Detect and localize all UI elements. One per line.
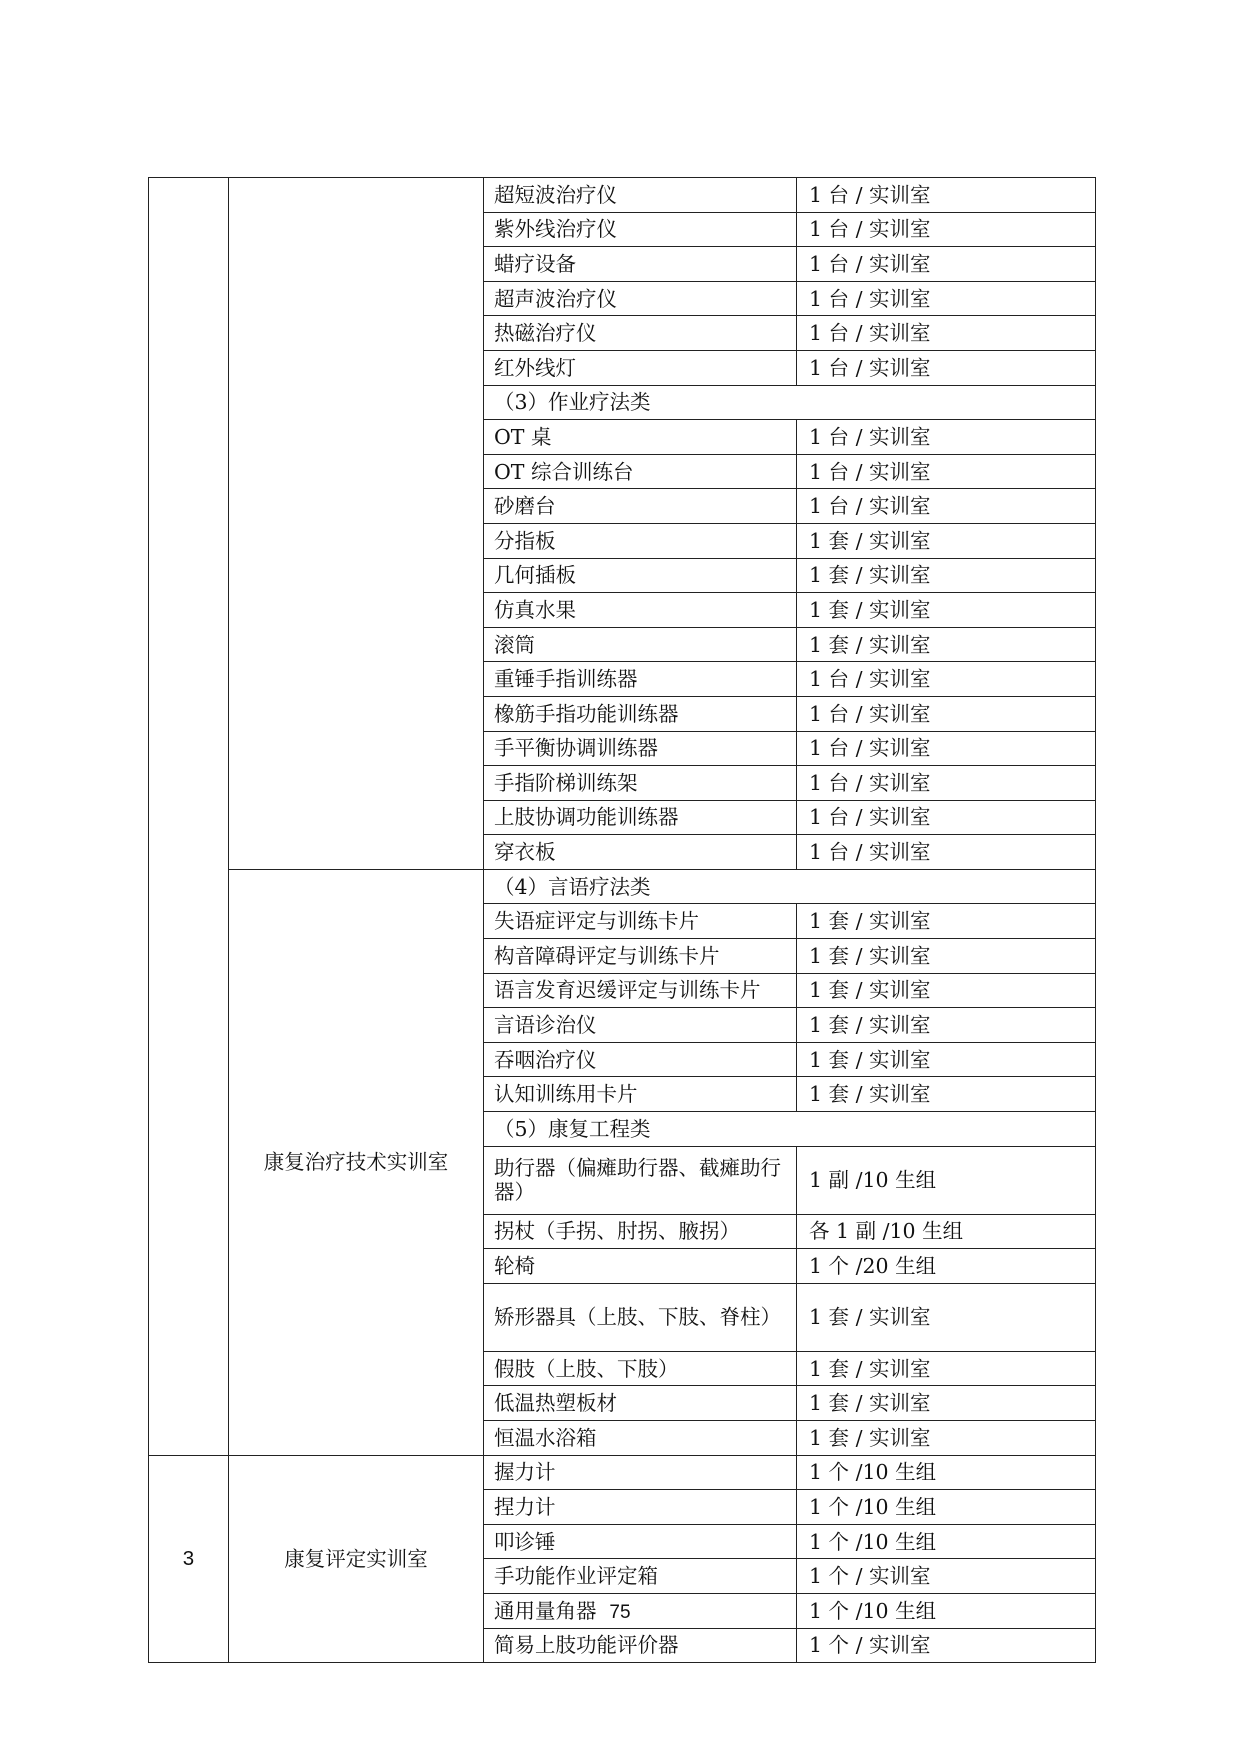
equipment-name: 穿衣板	[484, 835, 797, 870]
equipment-name: 矫形器具（上肢、下肢、脊柱）	[484, 1283, 797, 1351]
equipment-name: 超短波治疗仪	[484, 178, 797, 213]
equipment-quantity: 1 个 /20 生组	[797, 1249, 1096, 1284]
equipment-name: 简易上肢功能评价器	[484, 1628, 797, 1663]
equipment-quantity: 1 套 / 实训室	[797, 1386, 1096, 1421]
room-name: 康复治疗技术实训室	[229, 869, 484, 1455]
equipment-quantity: 1 台 / 实训室	[797, 454, 1096, 489]
equipment-name: 语言发育迟缓评定与训练卡片	[484, 973, 797, 1008]
equipment-name: 吞咽治疗仪	[484, 1042, 797, 1077]
equipment-quantity: 1 个 /10 生组	[797, 1524, 1096, 1559]
equipment-quantity: 1 套 / 实训室	[797, 523, 1096, 558]
equipment-quantity: 1 台 / 实训室	[797, 178, 1096, 213]
equipment-quantity: 1 台 / 实训室	[797, 281, 1096, 316]
page-number: 75	[609, 1602, 631, 1623]
equipment-name: 拐杖（手拐、肘拐、腋拐）	[484, 1214, 797, 1249]
equipment-name: 失语症评定与训练卡片	[484, 904, 797, 939]
category-label: （3）作业疗法类	[484, 385, 1096, 420]
equipment-name: 假肢（上肢、下肢）	[484, 1351, 797, 1386]
section-number: 3	[149, 1455, 229, 1663]
equipment-quantity: 1 台 / 实训室	[797, 247, 1096, 282]
equipment-name: 言语诊治仪	[484, 1008, 797, 1043]
equipment-name: 上肢协调功能训练器	[484, 800, 797, 835]
equipment-name: 超声波治疗仪	[484, 281, 797, 316]
equipment-quantity: 1 套 / 实训室	[797, 1042, 1096, 1077]
equipment-quantity: 1 台 / 实训室	[797, 696, 1096, 731]
equipment-name: 手功能作业评定箱	[484, 1559, 797, 1594]
equipment-quantity: 1 套 / 实训室	[797, 593, 1096, 628]
equipment-name: 助行器（偏瘫助行器、截瘫助行器）	[484, 1146, 797, 1214]
equipment-name: 滚筒	[484, 627, 797, 662]
equipment-quantity: 1 台 / 实训室	[797, 766, 1096, 801]
table-row	[149, 178, 1096, 213]
equipment-name: 低温热塑板材	[484, 1386, 797, 1421]
equipment-quantity: 1 台 / 实训室	[797, 662, 1096, 697]
equipment-name: 蜡疗设备	[484, 247, 797, 282]
equipment-quantity: 1 个 /10 生组	[797, 1593, 1096, 1628]
equipment-quantity: 1 套 / 实训室	[797, 1077, 1096, 1112]
equipment-name: 恒温水浴箱	[484, 1421, 797, 1456]
equipment-quantity: 1 个 /10 生组	[797, 1455, 1096, 1490]
equipment-name: OT 综合训练台	[484, 454, 797, 489]
equipment-name: 手指阶梯训练架	[484, 766, 797, 801]
equipment-name: 紫外线治疗仪	[484, 212, 797, 247]
equipment-quantity: 1 套 / 实训室	[797, 558, 1096, 593]
equipment-name: 捏力计	[484, 1490, 797, 1525]
category-label: （4）言语疗法类	[484, 869, 1096, 904]
equipment-quantity: 1 副 /10 生组	[797, 1146, 1096, 1214]
equipment-name: 几何插板	[484, 558, 797, 593]
equipment-name: 橡筋手指功能训练器	[484, 696, 797, 731]
category-label: （5）康复工程类	[484, 1112, 1096, 1147]
equipment-name: 仿真水果	[484, 593, 797, 628]
equipment-name: 分指板	[484, 523, 797, 558]
equipment-quantity: 1 台 / 实训室	[797, 316, 1096, 351]
equipment-quantity: 1 个 / 实训室	[797, 1628, 1096, 1663]
equipment-quantity: 1 台 / 实训室	[797, 212, 1096, 247]
equipment-name: 砂磨台	[484, 489, 797, 524]
equipment-quantity: 1 台 / 实训室	[797, 731, 1096, 766]
section-number-cell	[149, 178, 229, 1456]
equipment-name: 握力计	[484, 1455, 797, 1490]
equipment-name: 通用量角器	[484, 1593, 797, 1628]
equipment-quantity: 1 个 /10 生组	[797, 1490, 1096, 1525]
equipment-name: 重锤手指训练器	[484, 662, 797, 697]
equipment-name: 轮椅	[484, 1249, 797, 1284]
equipment-quantity: 1 台 / 实训室	[797, 350, 1096, 385]
equipment-name: 认知训练用卡片	[484, 1077, 797, 1112]
equipment-table	[148, 177, 1096, 1663]
equipment-table-body	[149, 178, 1096, 1663]
equipment-name: 热磁治疗仪	[484, 316, 797, 351]
equipment-name: OT 桌	[484, 420, 797, 455]
equipment-name: 红外线灯	[484, 350, 797, 385]
equipment-quantity: 1 台 / 实训室	[797, 835, 1096, 870]
equipment-quantity: 1 套 / 实训室	[797, 1351, 1096, 1386]
equipment-quantity: 1 套 / 实训室	[797, 939, 1096, 974]
equipment-quantity: 1 套 / 实训室	[797, 1008, 1096, 1043]
equipment-quantity: 各 1 副 /10 生组	[797, 1214, 1096, 1249]
equipment-quantity: 1 套 / 实训室	[797, 1283, 1096, 1351]
equipment-quantity: 1 套 / 实训室	[797, 627, 1096, 662]
category-row	[149, 869, 1096, 904]
room-name-cell	[229, 178, 484, 870]
equipment-name: 构音障碍评定与训练卡片	[484, 939, 797, 974]
equipment-quantity: 1 台 / 实训室	[797, 800, 1096, 835]
equipment-quantity: 1 套 / 实训室	[797, 973, 1096, 1008]
equipment-name: 叩诊锤	[484, 1524, 797, 1559]
equipment-name: 手平衡协调训练器	[484, 731, 797, 766]
equipment-quantity: 1 套 / 实训室	[797, 904, 1096, 939]
equipment-quantity: 1 套 / 实训室	[797, 1421, 1096, 1456]
equipment-quantity: 1 台 / 实训室	[797, 420, 1096, 455]
room-name: 康复评定实训室	[229, 1455, 484, 1663]
equipment-quantity: 1 个 / 实训室	[797, 1559, 1096, 1594]
equipment-quantity: 1 台 / 实训室	[797, 489, 1096, 524]
table-row	[149, 1455, 1096, 1490]
